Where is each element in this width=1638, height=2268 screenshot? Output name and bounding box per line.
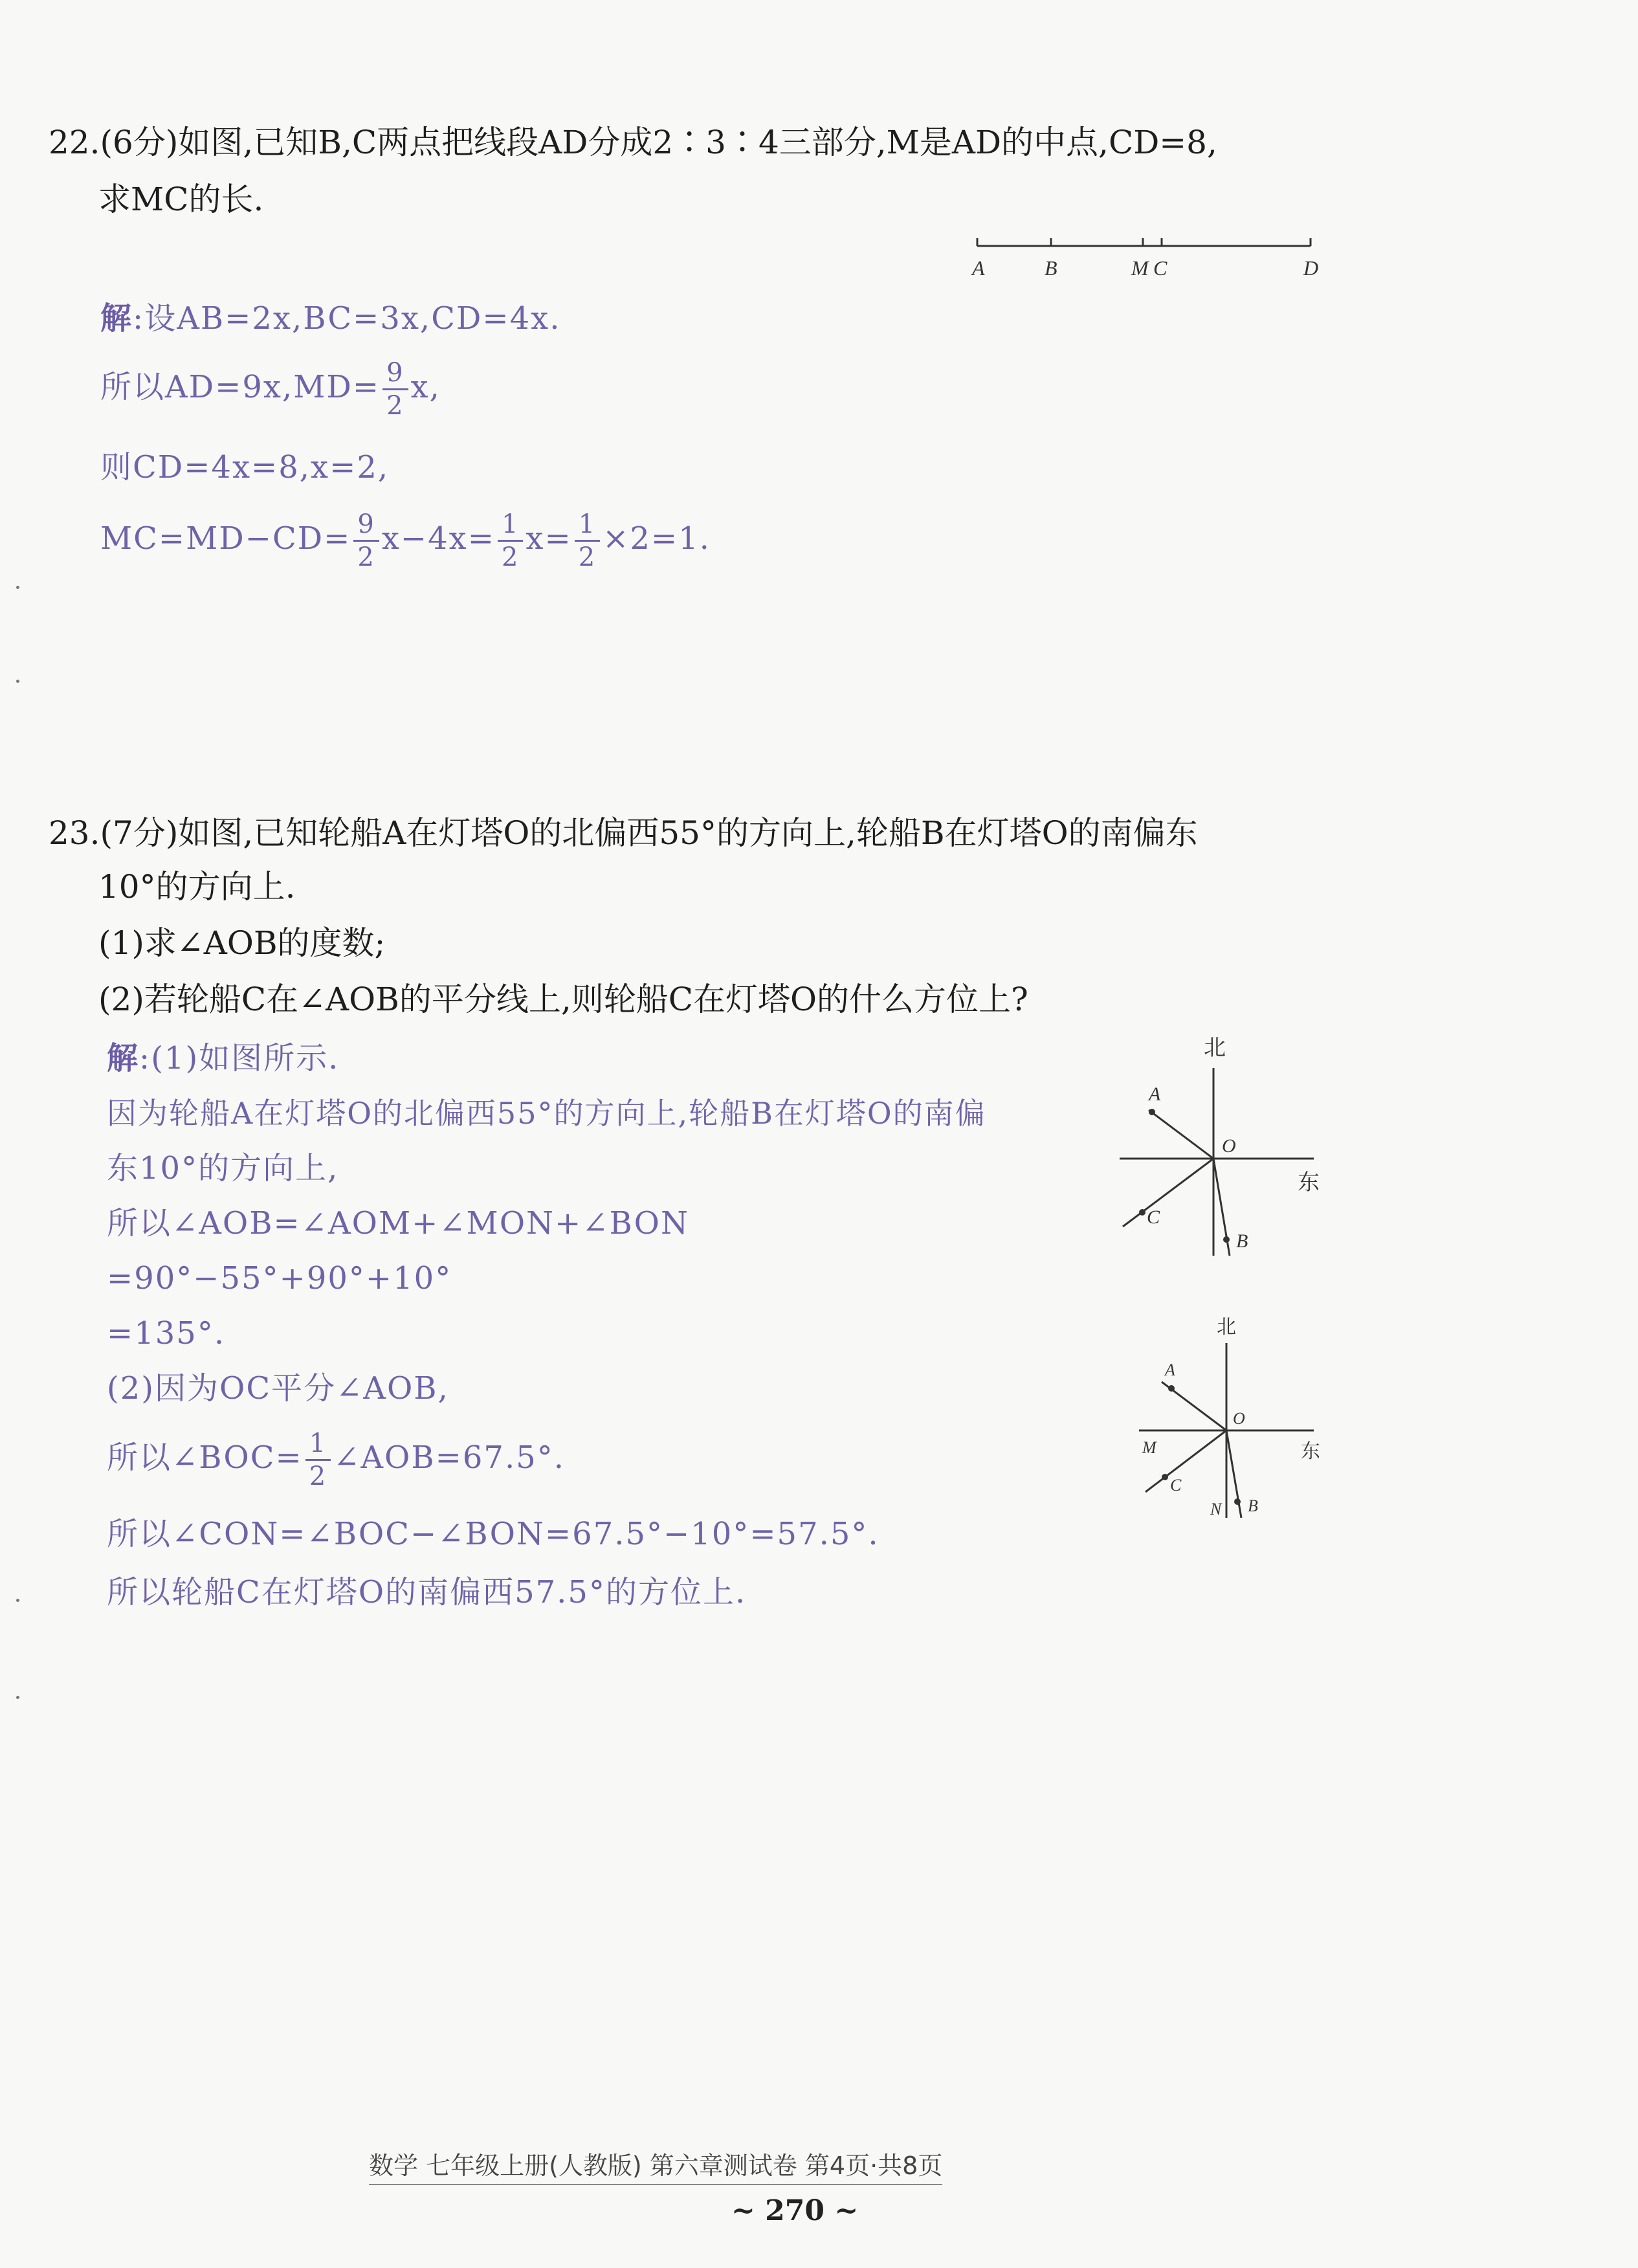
label-B: B [1236,1230,1248,1252]
footer-text: 数学 七年级上册(人教版) 第六章测试卷 第4页·共8页 [369,2146,942,2185]
q22-line2: 求MC的长. [98,181,264,218]
label-O: O [1233,1409,1245,1428]
q23-line1: 23.(7分)如图,已知轮船A在灯塔O的北偏西55°的方向上,轮船B在灯塔O的南偏东 [49,814,1198,852]
label-O: O [1222,1135,1236,1157]
q23-solution-line8: 所以∠BOC= $\frac{1}{2}$ ∠AOB=67.5°. [107,1429,565,1491]
q22-line1: 22.(6分)如图,已知B,C两点把线段AD分成2∶3∶4三部分,M是AD的中点,CD=8, [49,124,1217,161]
fraction-1-2: $\frac{1}{2}$ [498,511,523,570]
q22-solution-line1: 解:设AB=2x,BC=3x,CD=4x. [100,300,561,337]
q23-line3: (1)求∠AOB的度数; [98,924,386,962]
q22-solution-line2: 所以AD=9x,MD= $\frac{9}{2}$ x, [100,358,441,421]
q22-solution-line4: MC=MD−CD= $\frac{9}{2}$ x−4x= $\frac{1}{2}$ x= $\frac{1}{2}$ ×2=1. [100,509,711,572]
margin-dot [16,1599,19,1602]
q23-solution-line3: 东10°的方向上, [107,1150,339,1186]
label-B: B [1045,256,1057,280]
margin-dot [16,680,19,683]
label-A: A [1165,1361,1175,1379]
label-D: D [1303,256,1319,280]
east-label: 东 [1298,1171,1320,1195]
margin-dot [16,586,19,589]
q23-solution-line9: 所以∠CON=∠BOC−∠BON=67.5°−10°=57.5°. [107,1516,880,1552]
north-label: 北 [1204,1036,1226,1060]
solution-prefix: 解 [100,300,133,337]
fraction-1-2: $\frac{1}{2}$ [305,1430,331,1489]
north-label: 北 [1217,1317,1236,1338]
fraction-9-2: $\frac{9}{2}$ [382,360,408,419]
label-N: N [1210,1500,1222,1518]
label-M: M [1131,256,1149,280]
page-number: ~ 270 ~ [731,2194,859,2227]
east-label: 东 [1301,1441,1320,1462]
label-C: C [1153,256,1168,280]
label-A: A [1149,1084,1161,1105]
fraction-9-2: $\frac{9}{2}$ [353,511,379,570]
q23-compass-figure-1 [1107,1029,1340,1269]
q23-solution-line2: 因为轮船A在灯塔O的北偏西55°的方向上,轮船B在灯塔O的南偏 [107,1096,986,1131]
label-M: M [1142,1438,1157,1457]
margin-dot [16,1696,19,1699]
q22-segment-figure [964,227,1327,285]
q22-solution-line3: 则CD=4x=8,x=2, [100,449,390,485]
q23-solution-line7: (2)因为OC平分∠AOB, [107,1370,449,1406]
label-C: C [1170,1476,1182,1495]
q23-solution-line5: =90°−55°+90°+10° [107,1260,452,1296]
label-C: C [1147,1206,1160,1228]
label-A: A [972,256,985,280]
q23-line2: 10°的方向上. [98,868,296,906]
q23-solution-line6: =135°. [107,1315,226,1351]
q23-solution-line10: 所以轮船C在灯塔O的南偏西57.5°的方位上. [107,1574,747,1610]
label-B: B [1248,1496,1258,1515]
q23-compass-figure-2 [1126,1307,1340,1528]
solution-prefix: 解 [107,1040,140,1076]
q23-solution-line1: 解:(1)如图所示. [107,1040,340,1076]
q23-solution-line4: 所以∠AOB=∠AOM+∠MON+∠BON [107,1205,690,1241]
q23-line4: (2)若轮船C在∠AOB的平分线上,则轮船C在灯塔O的什么方位上? [98,981,1028,1018]
fraction-1-2: $\frac{1}{2}$ [575,511,600,570]
